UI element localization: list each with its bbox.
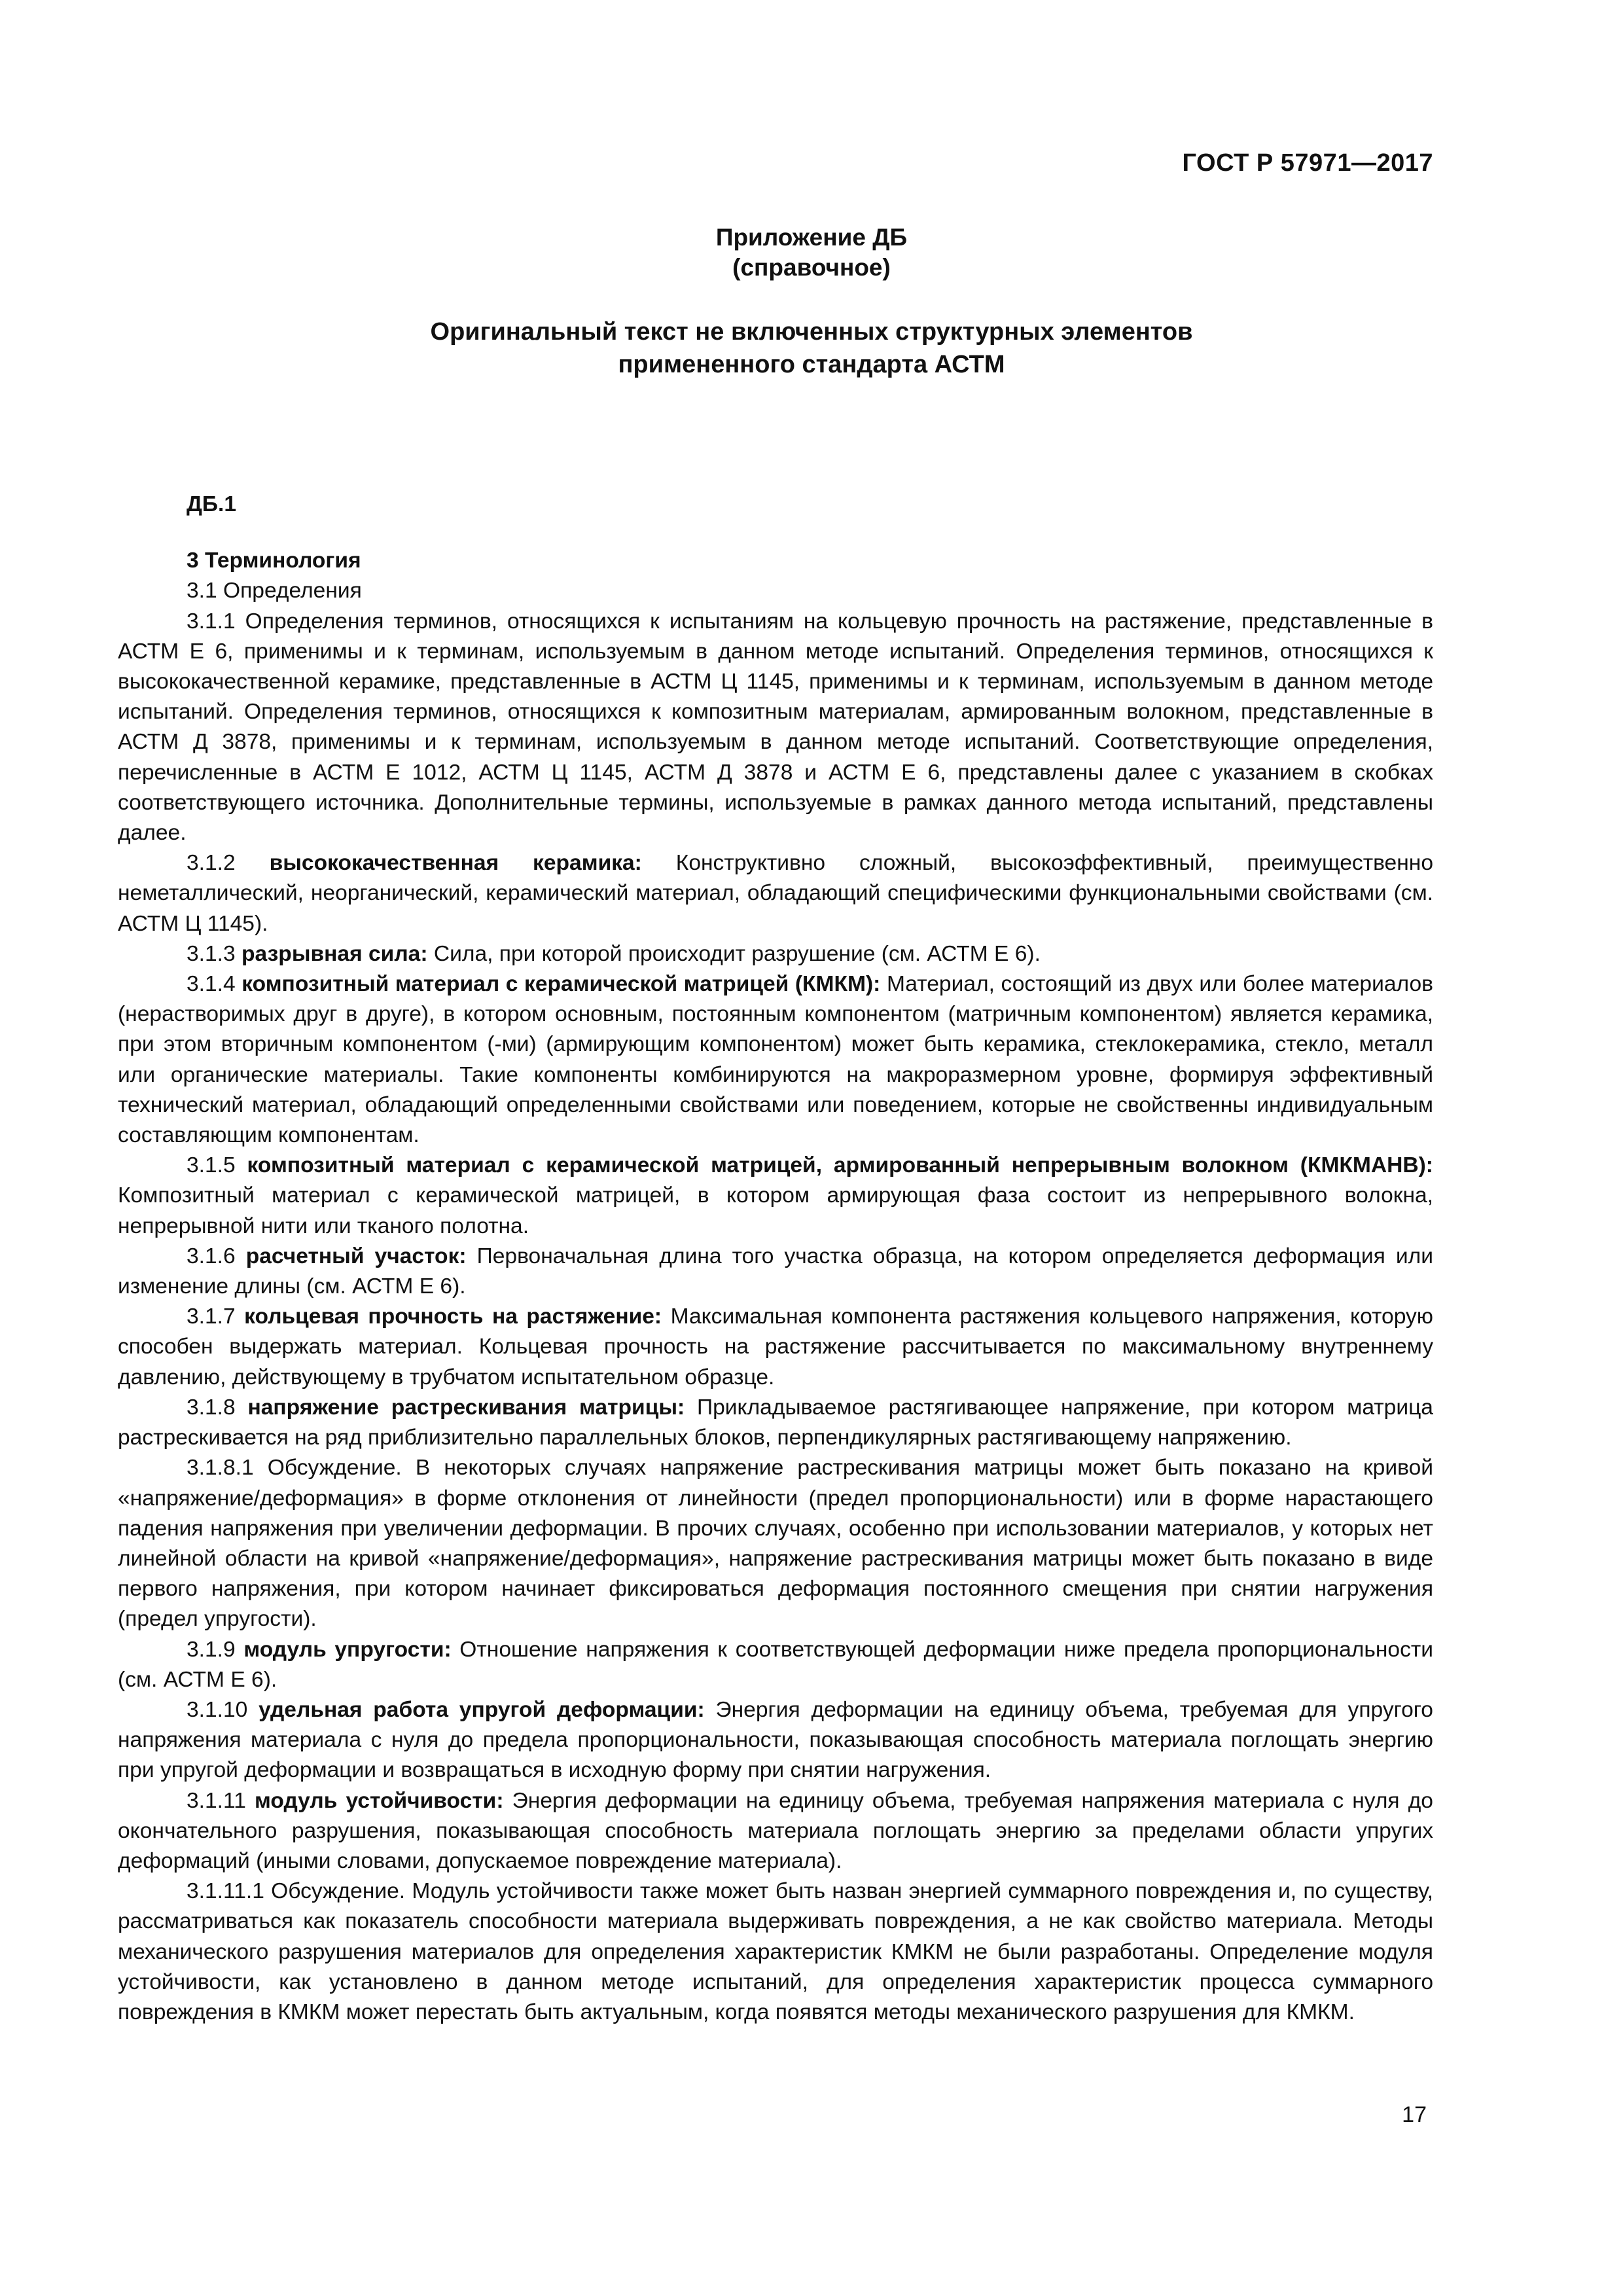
clause-number: 3.1.8 xyxy=(187,1395,248,1420)
subsection-heading: 3.1 Определения xyxy=(187,579,362,603)
definition-paragraph xyxy=(118,848,1433,939)
definition-paragraph xyxy=(118,1151,1433,1242)
clause-number: 3.1.10 xyxy=(187,1697,259,1722)
document-code: ГОСТ Р 57971—2017 xyxy=(1182,149,1433,177)
definition-paragraph xyxy=(118,1635,1433,1695)
definition-text: Отношение напряжения к соответствующей деформации ниже предела пропорциональности (см. АСТМ Е 6). xyxy=(118,1637,1433,1692)
definition-paragraph xyxy=(118,969,1433,1151)
definition-paragraph xyxy=(118,607,1433,849)
definition-text: Энергия деформации на единицу объема, требуемая для упругого напряжения материала с нуля до предела пропорциональности, показывающая способность материала поглощать энергию при упругой деформации и возвращаться в исходную форму при снятии нагружения. xyxy=(118,1697,1433,1783)
clause-number: 3.1.1 xyxy=(187,609,245,634)
definition-paragraph xyxy=(118,1695,1433,1786)
definition-text: Первоначальная длина того участка образца, на котором определяется деформация или изменение длины (см. АСТМ Е 6). xyxy=(118,1244,1434,1299)
definition-paragraph xyxy=(118,1242,1433,1302)
definition-text: Прикладываемое растягивающее напряжение, при котором матрица растрескивается на ряд приблизительно параллельных блоков, перпендикулярных растягивающему напряжению. xyxy=(118,1395,1433,1450)
definition-text: Сила, при которой происходит разрушение (см. АСТМ Е 6). xyxy=(433,941,1041,966)
clause-number: 3.1.6 xyxy=(187,1244,246,1268)
appendix-kind: (справочное) xyxy=(732,254,891,281)
definition-paragraph xyxy=(118,1302,1433,1393)
term-name: кольцевая прочность на растяжение: xyxy=(244,1304,662,1329)
clause-number: 3.1.8.1 xyxy=(187,1456,268,1480)
term-name: композитный материал с керамической матрицей (КМКМ): xyxy=(241,972,881,997)
definition-paragraph xyxy=(118,1453,1433,1634)
term-name: композитный материал с керамической матрицей, армированный непрерывным волокном (КМКМАНВ): xyxy=(247,1153,1433,1178)
title-line-2: примененного стандарта АСТМ xyxy=(618,351,1005,378)
clause-number: 3.1.9 xyxy=(187,1637,244,1662)
definition-paragraph xyxy=(118,1393,1433,1453)
definition-text: Обсуждение. Модуль устойчивости также может быть назван энергией суммарного повреждения и, по существу, рассматриваться как показатель способности материала выдерживать повреждения, а не как свойство материала. Методы механического разрушения материалов для определения характеристик КМКМ не были разработаны. Определение модуля устойчивости, как установлено в данном методе испытаний, для определения характеристик процесса суммарного повреждения в КМКМ может перестать быть актуальным, когда появятся методы механического разрушения для КМКМ. xyxy=(118,1879,1433,2024)
clause-number: 3.1.3 xyxy=(187,941,242,966)
page-number: 17 xyxy=(1402,2102,1427,2127)
appendix-label: Приложение ДБ xyxy=(715,224,908,251)
clause-number: 3.1.5 xyxy=(187,1153,247,1178)
clause-number: 3.1.7 xyxy=(187,1304,245,1329)
clause-number: 3.1.4 xyxy=(187,972,242,997)
definition-text: Композитный материал с керамической матрицей, в котором армирующая фаза состоит из непрерывного волокна, непрерывной нити или тканого полотна. xyxy=(118,1183,1433,1238)
clause-number: 3.1.11 xyxy=(187,1788,255,1813)
definition-paragraph xyxy=(118,939,1433,969)
appendix-heading xyxy=(0,223,1623,283)
clause-number: 3.1.11.1 xyxy=(187,1879,272,1904)
definition-text: Определения терминов, относящихся к испытаниям на кольцевую прочность на растяжение, представленные в АСТМ Е 6, применимы и к терминам, используемым в данном методе испытаний. Определения терминов, относящихся к высококачественной керамике, представленные в АСТМ Ц 1145, применимы и к терминам, используемым в данном методе испытаний. Определения терминов, относящихся к композитным материалам, армированным волокном, представленные в АСТМ Д 3878, применимы и к терминам, используемым в данном методе испытаний. Соответствующие определения, перечисленные в АСТМ Е 1012, АСТМ Ц 1145, АСТМ Д 3878 и АСТМ Е 6, представлены далее с указанием в скобках соответствующего источника. Дополнительные термины, используемые в рамках данного метода испытаний, представлены далее. xyxy=(118,609,1433,846)
term-name: расчетный участок: xyxy=(245,1244,467,1268)
document-body xyxy=(118,490,1433,2028)
definition-text: Максимальная компонента растяжения кольцевого напряжения, которую способен выдержать материал. Кольцевая прочность на растяжение рассчитывается по максимальному внутреннему давлению, действующему в трубчатом испытательном образце. xyxy=(118,1304,1433,1390)
definition-paragraph xyxy=(118,1786,1433,1877)
term-name: высококачественная керамика: xyxy=(269,851,642,876)
term-name: модуль устойчивости: xyxy=(254,1788,504,1813)
term-name: модуль упругости: xyxy=(243,1637,452,1662)
term-name: разрывная сила: xyxy=(241,941,428,966)
appendix-title xyxy=(0,315,1623,381)
definitions-list xyxy=(118,607,1433,2028)
definition-text: Энергия деформации на единицу объема, требуемая напряжения материала с нуля до окончательного разрушения, показывающая способность материала поглощать энергию за пределами области упругих деформаций (иными словами, допускаемое повреждение материала). xyxy=(118,1788,1433,1873)
term-name: напряжение растрескивания матрицы: xyxy=(247,1395,685,1420)
definition-text: Материал, состоящий из двух или более материалов (нерастворимых друг в друге), в котором основным, постоянным компонентом (матричным компонентом) является керамика, при этом вторичным компонентом (-ми) (армирующим компонентом) может быть керамика, стеклокерамика, стекло, металл или органические материалы. Такие компоненты комбинируются на макроразмерном уровне, формируя эффективный технический материал, обладающий определенными свойствами или поведением, которые не свойственны индивидуальным составляющим компонентам. xyxy=(118,972,1433,1148)
term-name: удельная работа упругой деформации: xyxy=(259,1697,705,1722)
title-line-1: Оригинальный текст не включенных структурных элементов xyxy=(430,318,1193,346)
definition-text: Обсуждение. В некоторых случаях напряжение растрескивания матрицы может быть показано на кривой «напряжение/деформация» в форме отклонения от линейности (предел пропорциональности) или в форме нарастающего падения напряжения при увеличении деформации. В прочих случаях, особенно при использовании материалов, у которых нет линейной области на кривой «напряжение/деформация», напряжение растрескивания матрицы может быть показано в виде первого напряжения, при котором начинает фиксироваться деформация постоянного смещения при снятии нагружения (предел упругости). xyxy=(118,1456,1433,1632)
section-heading: 3 Терминология xyxy=(187,548,361,573)
section-label: ДБ.1 xyxy=(187,492,237,516)
clause-number: 3.1.2 xyxy=(187,851,270,876)
definition-text: Конструктивно сложный, высокоэффективный, преимущественно неметаллический, неорганический, керамический материал, обладающий специфическими функциональными свойствами (см. АСТМ Ц 1145). xyxy=(118,851,1433,936)
definition-paragraph xyxy=(118,1876,1433,2028)
